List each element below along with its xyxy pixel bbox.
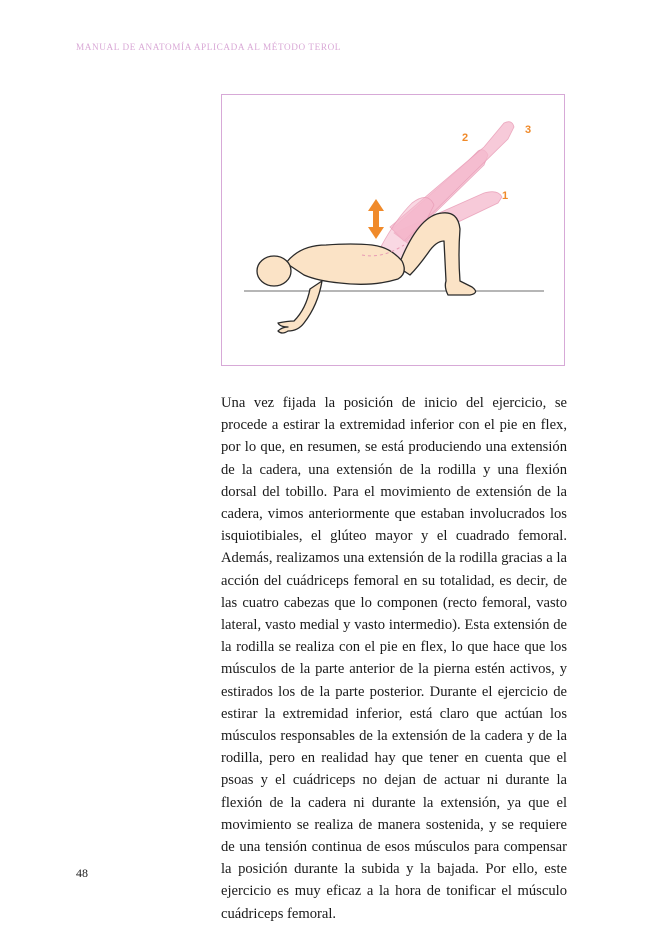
- up-down-arrow-icon: [368, 199, 384, 239]
- position-label-3: 3: [525, 124, 532, 136]
- running-header: MANUAL DE ANATOMÍA APLICADA AL MÉTODO TEROL: [76, 42, 342, 52]
- position-label-1: 1: [502, 190, 509, 202]
- human-body: [257, 213, 476, 333]
- page-number: 48: [76, 866, 88, 880]
- ghost-leg-positions: [372, 122, 514, 267]
- bridge-exercise-figure: [222, 95, 566, 367]
- body-paragraph: Una vez fijada la posición de inicio del ejercicio, se procede a estirar la extremidad inferior con el pie en flex, por lo que, en resumen, se está produciendo una extensión de la cadera, una extensión de la rodilla y una flexión dorsal del tobillo. Para el movimiento de extensión de la cadera, vimos anteriormente que estaban involucrados los isquiotibiales, el glúteo mayor y el cuadrado femoral. Además, realizamos una extensión de la rodilla gracias a la acción del cuádriceps femoral en su totalidad, es decir, de las cuatro cabezas que lo componen (recto femoral, vasto lateral, vasto medial y vasto intermedio). Esta extensión de la rodilla se realiza con el pie en flex, lo que hace que los músculos de la parte anterior de la pierna estén activos, y estirados los de la parte posterior. Durante el ejercicio de estirar la extremidad inferior, está claro que actúan los músculos responsables de la extensión de la cadera y de la rodilla, pero en realidad hay que tener en cuenta que el psoas y el cuádriceps no dejan de actuar ni durante la flexión de la cadera ni durante la extensión, ya que el movimiento se realiza de manera sostenida, y se requiere de una tensión continua de esos músculos para compensar la posición durante la subida y la bajada. Por ello, este ejercicio es muy eficaz a la hora de tonificar el músculo cuádriceps femoral.: [221, 395, 567, 922]
- exercise-illustration: [221, 94, 565, 366]
- position-label-2: 2: [462, 132, 469, 144]
